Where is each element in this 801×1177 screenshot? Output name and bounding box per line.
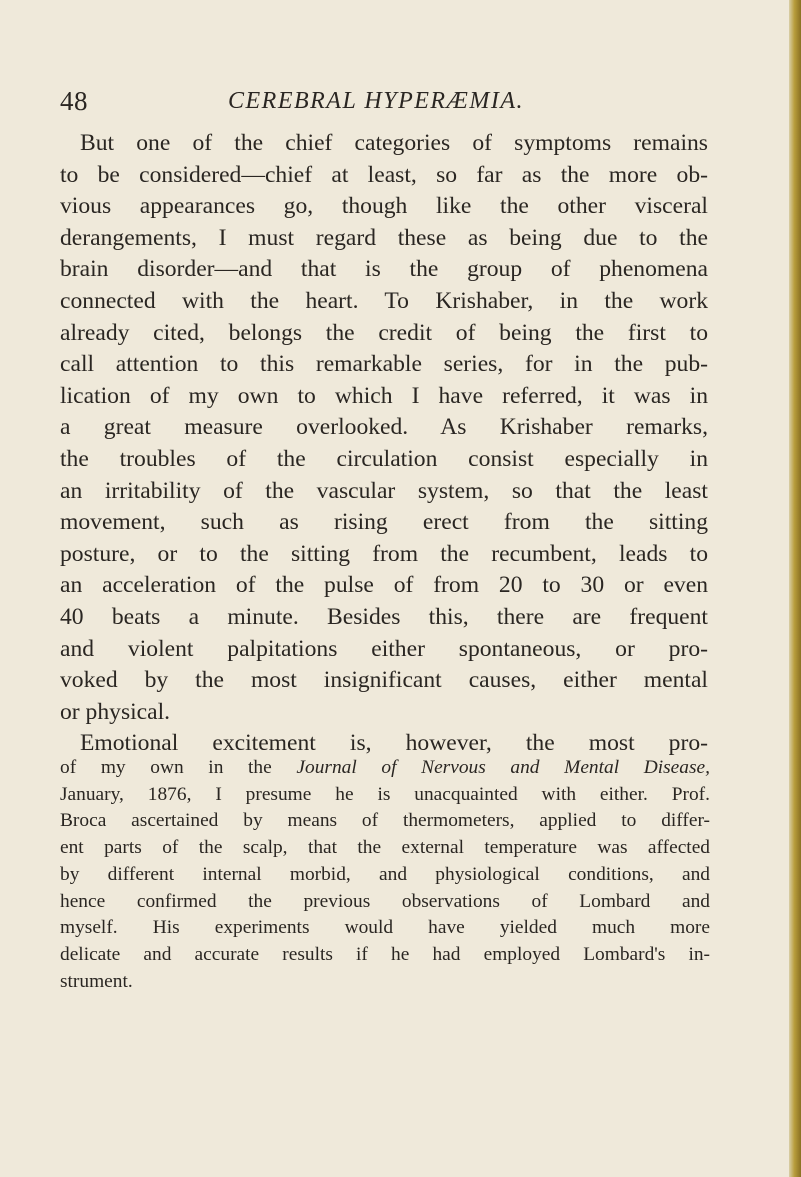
body-line: movement, such as rising erect from the sitting bbox=[60, 509, 708, 536]
body-line: vious appearances go, though like the other visceral bbox=[60, 193, 708, 220]
body-line: posture, or to the sitting from the recumbent, leads to bbox=[60, 540, 708, 567]
footnote-line: January, 1876, I presume he is unacquainted with either. Prof. bbox=[60, 783, 710, 805]
body-line: But one of the chief categories of symptoms remains bbox=[80, 130, 708, 156]
body-line: or physical. bbox=[60, 698, 171, 725]
page-edge bbox=[789, 0, 801, 1177]
page-number: 48 bbox=[60, 86, 88, 116]
body-line: voked by the most insignificant causes, either mental bbox=[60, 667, 708, 694]
body-line: to be considered—chief at least, so far as the more ob- bbox=[60, 161, 708, 188]
body-line: an irritability of the vascular system, so that the least bbox=[60, 477, 708, 504]
body-text bbox=[60, 128, 708, 760]
footnote-line bbox=[60, 755, 710, 782]
journal-title: Journal of Nervous and Mental Disease, bbox=[296, 757, 710, 778]
footnote-line: Broca ascertained by means of thermometers, applied to differ- bbox=[60, 810, 710, 832]
footnote-line: by different internal morbid, and physiological conditions, and bbox=[60, 863, 710, 885]
body-line: lication of my own to which I have referred, it was in bbox=[60, 382, 708, 409]
body-line: derangements, I must regard these as being due to the bbox=[60, 224, 708, 251]
body-line: Emotional excitement is, however, the most pro- bbox=[80, 730, 708, 757]
body-line: and violent palpitations either spontaneous, or pro- bbox=[60, 635, 708, 662]
footnote-line: ent parts of the scalp, that the external temperature was affected bbox=[60, 837, 710, 859]
footnote-line: hence confirmed the previous observations of Lombard and bbox=[60, 890, 710, 912]
footnote bbox=[60, 755, 710, 995]
body-line: a great measure overlooked. As Krishaber remarks, bbox=[60, 414, 708, 441]
body-line: brain disorder—and that is the group of phenomena bbox=[60, 256, 708, 283]
page-header bbox=[60, 86, 720, 126]
body-line: 40 beats a minute. Besides this, there are frequent bbox=[60, 603, 708, 630]
footnote-line: delicate and accurate results if he had employed Lombard's in- bbox=[60, 943, 710, 965]
footnote-line: strument. bbox=[60, 970, 133, 992]
body-line: connected with the heart. To Krishaber, in the work bbox=[60, 287, 708, 314]
footnote-line: myself. His experiments would have yielded much more bbox=[60, 917, 710, 939]
body-line: already cited, belongs the credit of being the first to bbox=[60, 319, 708, 346]
body-line: the troubles of the circulation consist especially in bbox=[60, 445, 708, 472]
footnote-text: of my own in the bbox=[60, 757, 297, 778]
body-line: an acceleration of the pulse of from 20 to 30 or even bbox=[60, 572, 708, 599]
running-head: CEREBRAL HYPERÆMIA. bbox=[228, 88, 525, 114]
body-line: call attention to this remarkable series, for in the pub- bbox=[60, 351, 708, 378]
